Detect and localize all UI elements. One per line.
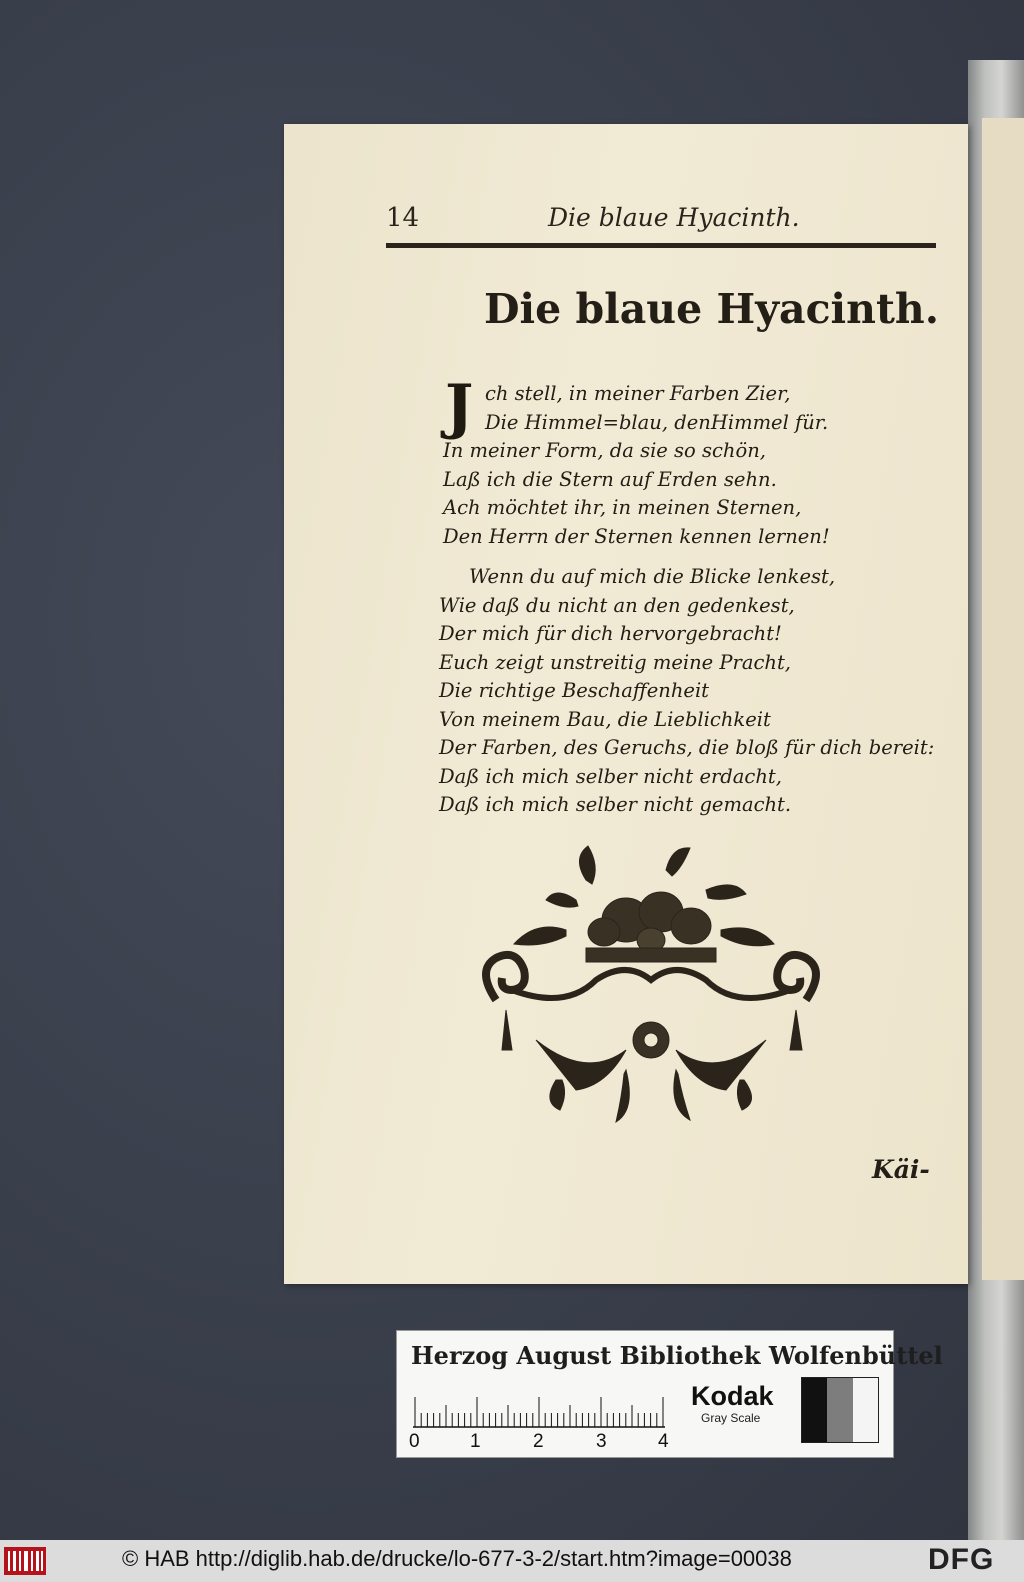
gray-patch-mid [827, 1378, 852, 1442]
poem-line: Wenn du auf mich die Blicke lenkest, [469, 565, 836, 588]
poem-line: Laß ich die Stern auf Erden sehn. [443, 467, 777, 491]
ruler-scale [413, 1389, 667, 1429]
kodak-brand: Kodak [691, 1381, 774, 1411]
poem-line: Die richtige Beschaffenheit [439, 679, 710, 702]
ruler-number: 4 [658, 1431, 669, 1452]
kodak-subtitle: Gray Scale [701, 1411, 761, 1425]
poem-line: Der mich für dich hervorgebracht! [439, 622, 782, 645]
poem-line: Den Herrn der Sternen kennen lernen! [443, 524, 830, 548]
ruler-number: 3 [596, 1431, 607, 1452]
header-rule [386, 243, 936, 248]
poem-line: Daß ich mich selber nicht gemacht. [439, 793, 792, 816]
ruler-number: 1 [470, 1431, 481, 1452]
drop-cap: J [445, 372, 474, 442]
gray-patch-black [802, 1378, 827, 1442]
catchword: Käi- [872, 1155, 930, 1184]
footer-bar [0, 1540, 1024, 1582]
gray-scale-patches [801, 1377, 879, 1443]
poem-line: Die Himmel=blau, denHimmel für. [485, 410, 829, 434]
floral-vignette-icon [476, 840, 826, 1124]
color-scale-card [396, 1330, 943, 1458]
ruler-number: 2 [533, 1431, 544, 1452]
poem-line: Der Farben, des Geruchs, die bloß für dich bereit: [439, 736, 935, 759]
dfg-logo: DFG [928, 1543, 995, 1576]
stanza-1 [443, 380, 830, 551]
poem-line: Daß ich mich selber nicht erdacht, [439, 764, 782, 788]
adjacent-page-edge [982, 118, 1024, 1280]
hab-barcode-logo-icon [4, 1547, 46, 1575]
poem-line: ch stell, in meiner Farben Zier, [485, 382, 791, 405]
poem-line: Euch zeigt unstreitig meine Pracht, [439, 650, 791, 674]
page-number: 14 [386, 203, 420, 233]
ruler-number: 0 [409, 1431, 420, 1452]
poem-line: Ach möchtet ihr, in meinen Sternen, [443, 496, 802, 519]
poem-line: Wie daß du nicht an den gedenkest, [439, 593, 795, 617]
running-head: Die blaue Hyacinth. [548, 203, 800, 232]
show-through-text [376, 395, 382, 417]
copyright-url[interactable]: © HAB http://diglib.hab.de/drucke/lo-677-3-2/start.htm?image=00038 [122, 1546, 792, 1571]
poem-title: Die blaue Hyacinth. [484, 285, 939, 333]
poem-line: Von meinem Bau, die Lieblichkeit [439, 707, 771, 731]
library-name: Herzog August Bibliothek Wolfenbüttel [411, 1341, 943, 1370]
gray-patch-white [853, 1378, 878, 1442]
stanza-2 [439, 563, 934, 820]
poem-line: In meiner Form, da sie so schön, [443, 439, 766, 462]
